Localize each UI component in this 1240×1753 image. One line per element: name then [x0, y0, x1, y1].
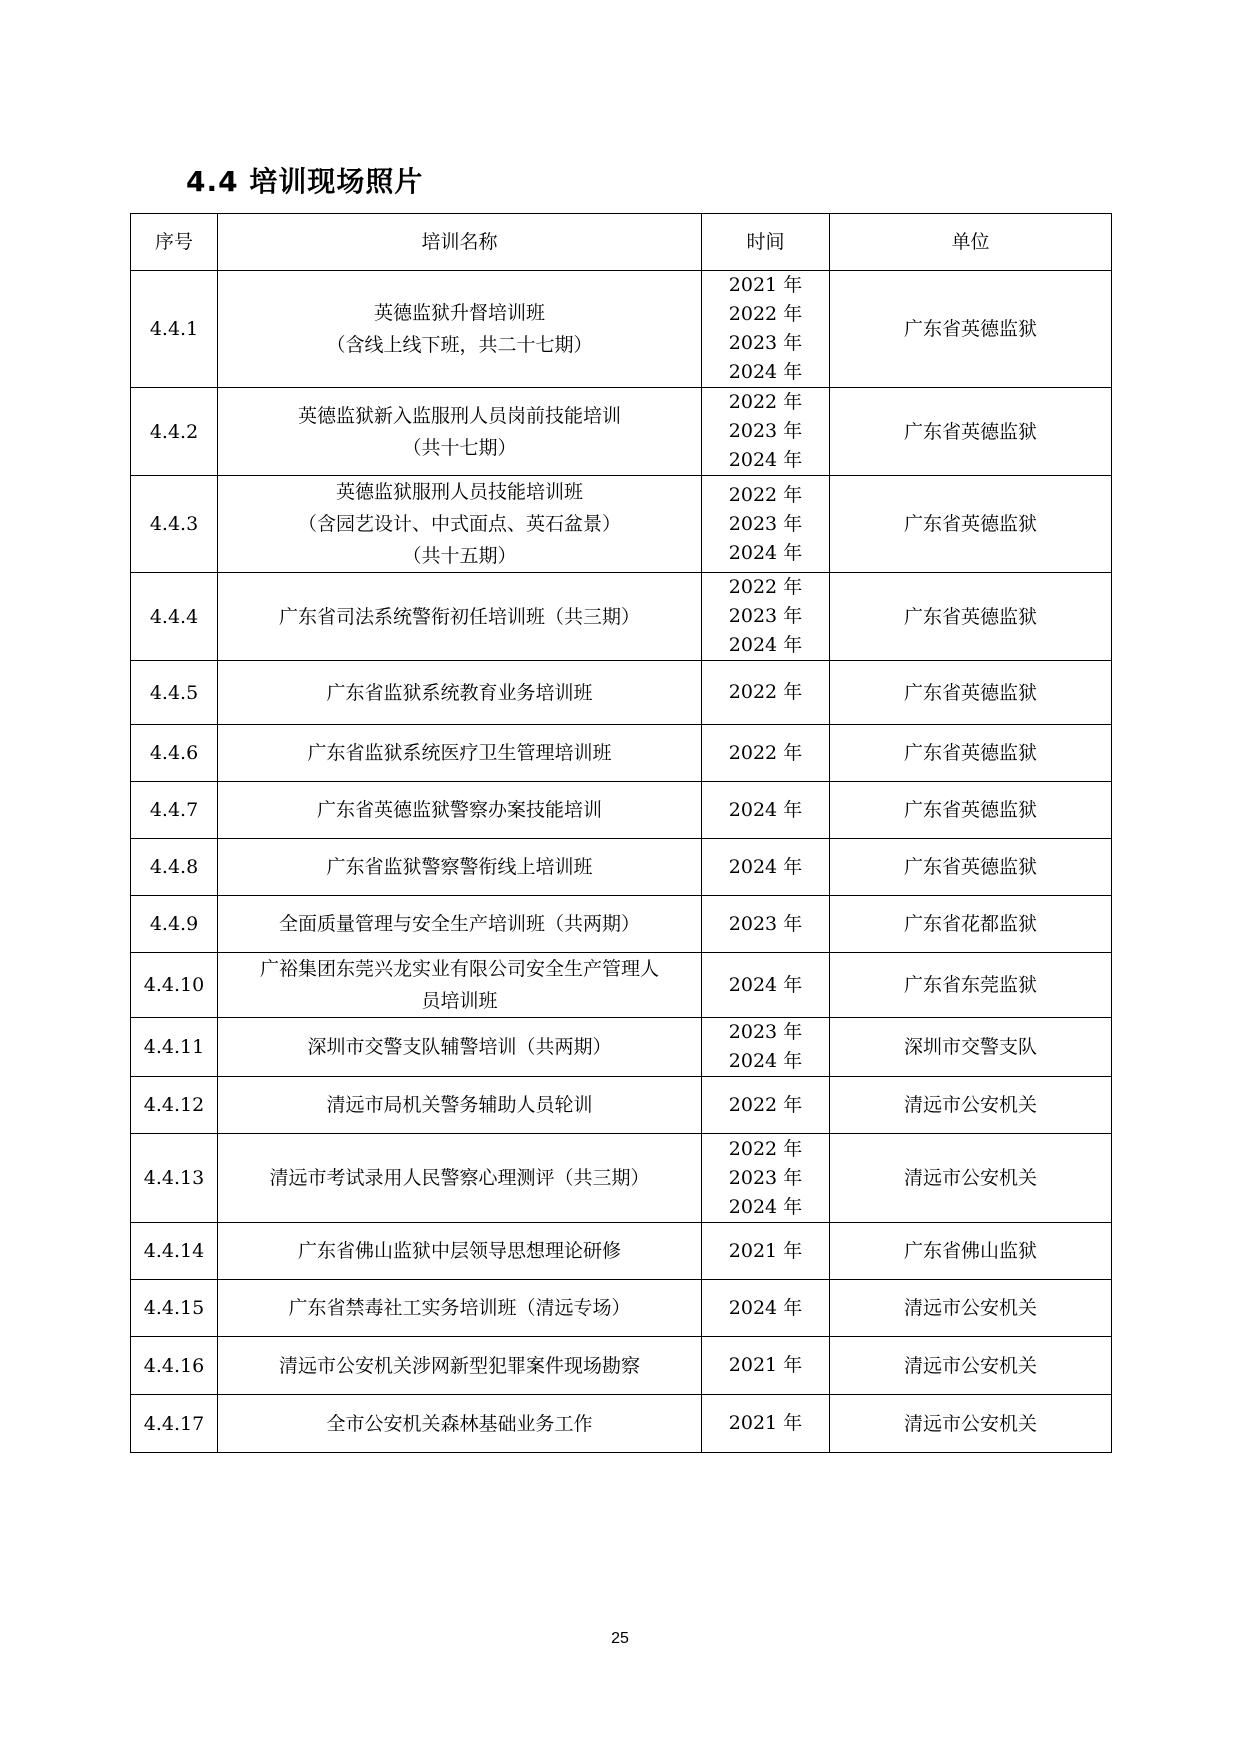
- cell-name-line: 广东省佛山监狱中层领导思想理论研修: [297, 1240, 621, 1262]
- cell-time: [702, 388, 830, 476]
- cell-name: [218, 661, 702, 725]
- cell-no: 4.4.5: [131, 661, 218, 725]
- cell-name-line: 广东省监狱系统教育业务培训班: [326, 681, 593, 704]
- cell-name: [218, 573, 702, 661]
- cell-name: [218, 388, 702, 476]
- header-time: 时间: [702, 214, 830, 271]
- section-title: 4.4 培训现场照片: [186, 165, 424, 198]
- cell-unit: 广东省英德监狱: [830, 573, 1112, 661]
- cell-no: 4.4.17: [131, 1395, 218, 1453]
- cell-no: 4.4.8: [131, 839, 218, 896]
- cell-name-line: 全面质量管理与安全生产培训班（共两期）: [278, 913, 640, 935]
- cell-time-line: 2021 年: [728, 1412, 803, 1434]
- cell-time: [702, 661, 830, 725]
- cell-time-line: 2023 年: [728, 605, 803, 627]
- table-row: [131, 1018, 1112, 1077]
- cell-name: [218, 896, 702, 953]
- cell-name-line: 清远市公安机关涉网新型犯罪案件现场勘察: [278, 1354, 640, 1377]
- cell-name-line: 英德监狱升督培训班: [373, 302, 545, 324]
- cell-time-line: 2024 年: [728, 449, 803, 471]
- cell-time: [702, 725, 830, 782]
- cell-time-line: 2023 年: [728, 420, 803, 442]
- cell-name-line: 员培训班: [421, 990, 498, 1012]
- cell-time-line: 2023 年: [728, 1021, 803, 1043]
- cell-unit: 深圳市交警支队: [830, 1018, 1112, 1077]
- cell-name-line: 英德监狱服刑人员技能培训班: [335, 481, 583, 503]
- table-row: [131, 476, 1112, 573]
- cell-name-line: 英德监狱新入监服刑人员岗前技能培训: [297, 404, 621, 427]
- cell-name-line: （含线上线下班，共二十七期）: [326, 334, 593, 356]
- cell-unit: 清远市公安机关: [830, 1134, 1112, 1223]
- cell-time: [702, 1280, 830, 1337]
- cell-no: 4.4.16: [131, 1337, 218, 1395]
- cell-no: 4.4.9: [131, 896, 218, 953]
- cell-name: [218, 1134, 702, 1223]
- cell-no: 4.4.13: [131, 1134, 218, 1223]
- cell-time-line: 2022 年: [728, 576, 803, 598]
- training-table: [130, 213, 1112, 1453]
- cell-no: 4.4.2: [131, 388, 218, 476]
- cell-unit: 清远市公安机关: [830, 1337, 1112, 1395]
- cell-no: 4.4.4: [131, 573, 218, 661]
- cell-name-line: 广东省监狱系统医疗卫生管理培训班: [307, 742, 612, 764]
- cell-name-line: 全市公安机关森林基础业务工作: [326, 1412, 593, 1435]
- cell-name: [218, 725, 702, 782]
- cell-time-line: 2024 年: [728, 361, 803, 383]
- cell-no: 4.4.1: [131, 271, 218, 388]
- table-row: [131, 1134, 1112, 1223]
- table-row: [131, 1223, 1112, 1280]
- cell-time-line: 2024 年: [728, 973, 803, 996]
- cell-name-line: （共十七期）: [402, 436, 517, 459]
- table-row: [131, 388, 1112, 476]
- table-row: [131, 782, 1112, 839]
- cell-time-line: 2024 年: [728, 1296, 803, 1319]
- cell-time-line: 2022 年: [728, 1093, 803, 1116]
- cell-unit: 清远市公安机关: [830, 1395, 1112, 1453]
- cell-name: [218, 271, 702, 388]
- cell-time: [702, 1077, 830, 1134]
- cell-time-line: 2022 年: [728, 1137, 803, 1160]
- header-name: 培训名称: [218, 214, 702, 271]
- table-row: [131, 661, 1112, 725]
- cell-unit: 广东省英德监狱: [830, 725, 1112, 782]
- cell-unit: 广东省东莞监狱: [830, 953, 1112, 1018]
- cell-name: [218, 1018, 702, 1077]
- cell-time: [702, 896, 830, 953]
- cell-name-line: 清远市局机关警务辅助人员轮训: [326, 1094, 593, 1116]
- table-row: [131, 953, 1112, 1018]
- table-row: [131, 896, 1112, 953]
- cell-no: 4.4.10: [131, 953, 218, 1018]
- cell-time: [702, 1018, 830, 1077]
- cell-time: [702, 476, 830, 573]
- cell-unit: 广东省英德监狱: [830, 271, 1112, 388]
- cell-name-line: （含园艺设计、中式面点、英石盆景）: [297, 513, 621, 535]
- cell-unit: 广东省佛山监狱: [830, 1223, 1112, 1280]
- table-header-row: [131, 214, 1112, 271]
- cell-unit: 广东省英德监狱: [830, 388, 1112, 476]
- cell-time: [702, 839, 830, 896]
- cell-unit: 清远市公安机关: [830, 1280, 1112, 1337]
- cell-name: [218, 953, 702, 1018]
- cell-time-line: 2021 年: [728, 1239, 803, 1262]
- cell-time-line: 2022 年: [728, 303, 803, 325]
- cell-time: [702, 573, 830, 661]
- cell-time: [702, 782, 830, 839]
- cell-no: 4.4.15: [131, 1280, 218, 1337]
- table-row: [131, 725, 1112, 782]
- cell-name-line: 广东省监狱警察警衔线上培训班: [326, 856, 593, 878]
- cell-name: [218, 1077, 702, 1134]
- table-row: [131, 1077, 1112, 1134]
- header-no: 序号: [131, 214, 218, 271]
- cell-name-line: 深圳市交警支队辅警培训（共两期）: [307, 1036, 612, 1058]
- table-row: [131, 839, 1112, 896]
- cell-unit: 清远市公安机关: [830, 1077, 1112, 1134]
- cell-no: 4.4.14: [131, 1223, 218, 1280]
- cell-time-line: 2024 年: [728, 798, 803, 821]
- cell-time: [702, 271, 830, 388]
- cell-time: [702, 1395, 830, 1453]
- cell-time-line: 2022 年: [728, 681, 803, 703]
- cell-time-line: 2022 年: [728, 391, 803, 413]
- header-unit: 单位: [830, 214, 1112, 271]
- table-row: [131, 271, 1112, 388]
- cell-unit: 广东省英德监狱: [830, 476, 1112, 573]
- cell-time-line: 2024 年: [728, 541, 803, 564]
- cell-no: 4.4.6: [131, 725, 218, 782]
- cell-unit: 广东省花都监狱: [830, 896, 1112, 953]
- page-number: 25: [611, 1630, 629, 1647]
- cell-time-line: 2024 年: [728, 1195, 803, 1218]
- cell-name: [218, 1395, 702, 1453]
- cell-name: [218, 1337, 702, 1395]
- table-row: [131, 1280, 1112, 1337]
- cell-name-line: 清远市考试录用人民警察心理测评（共三期）: [269, 1167, 650, 1189]
- cell-name-line: 广东省禁毒社工实务培训班（清远专场）: [288, 1297, 631, 1319]
- table-row: [131, 1395, 1112, 1453]
- cell-time: [702, 1223, 830, 1280]
- cell-name-line: （共十五期）: [402, 545, 517, 567]
- cell-time: [702, 1337, 830, 1395]
- cell-time-line: 2021 年: [728, 274, 803, 296]
- cell-name: [218, 1280, 702, 1337]
- cell-name-line: 广东省英德监狱警察办案技能培训: [316, 799, 602, 821]
- cell-time-line: 2023 年: [728, 512, 803, 535]
- cell-no: 4.4.7: [131, 782, 218, 839]
- cell-name: [218, 1223, 702, 1280]
- cell-no: 4.4.12: [131, 1077, 218, 1134]
- cell-no: 4.4.11: [131, 1018, 218, 1077]
- cell-unit: 广东省英德监狱: [830, 839, 1112, 896]
- cell-name: [218, 839, 702, 896]
- cell-time-line: 2023 年: [728, 332, 803, 354]
- cell-time-line: 2022 年: [728, 741, 803, 764]
- table-body: [131, 271, 1112, 1453]
- cell-name: [218, 782, 702, 839]
- cell-time-line: 2024 年: [728, 1050, 803, 1072]
- cell-name-line: 广裕集团东莞兴龙实业有限公司安全生产管理人: [259, 958, 659, 980]
- cell-unit: 广东省英德监狱: [830, 782, 1112, 839]
- cell-time: [702, 1134, 830, 1223]
- cell-unit: 广东省英德监狱: [830, 661, 1112, 725]
- cell-no: 4.4.3: [131, 476, 218, 573]
- table-row: [131, 573, 1112, 661]
- cell-time-line: 2024 年: [728, 855, 803, 878]
- cell-time-line: 2024 年: [728, 634, 803, 656]
- cell-time-line: 2023 年: [728, 1166, 803, 1189]
- cell-name-line: 广东省司法系统警衔初任培训班（共三期）: [278, 605, 640, 628]
- cell-time-line: 2021 年: [728, 1354, 803, 1376]
- cell-name: [218, 476, 702, 573]
- cell-time-line: 2023 年: [728, 912, 803, 935]
- table-row: [131, 1337, 1112, 1395]
- cell-time: [702, 953, 830, 1018]
- cell-time-line: 2022 年: [728, 483, 803, 506]
